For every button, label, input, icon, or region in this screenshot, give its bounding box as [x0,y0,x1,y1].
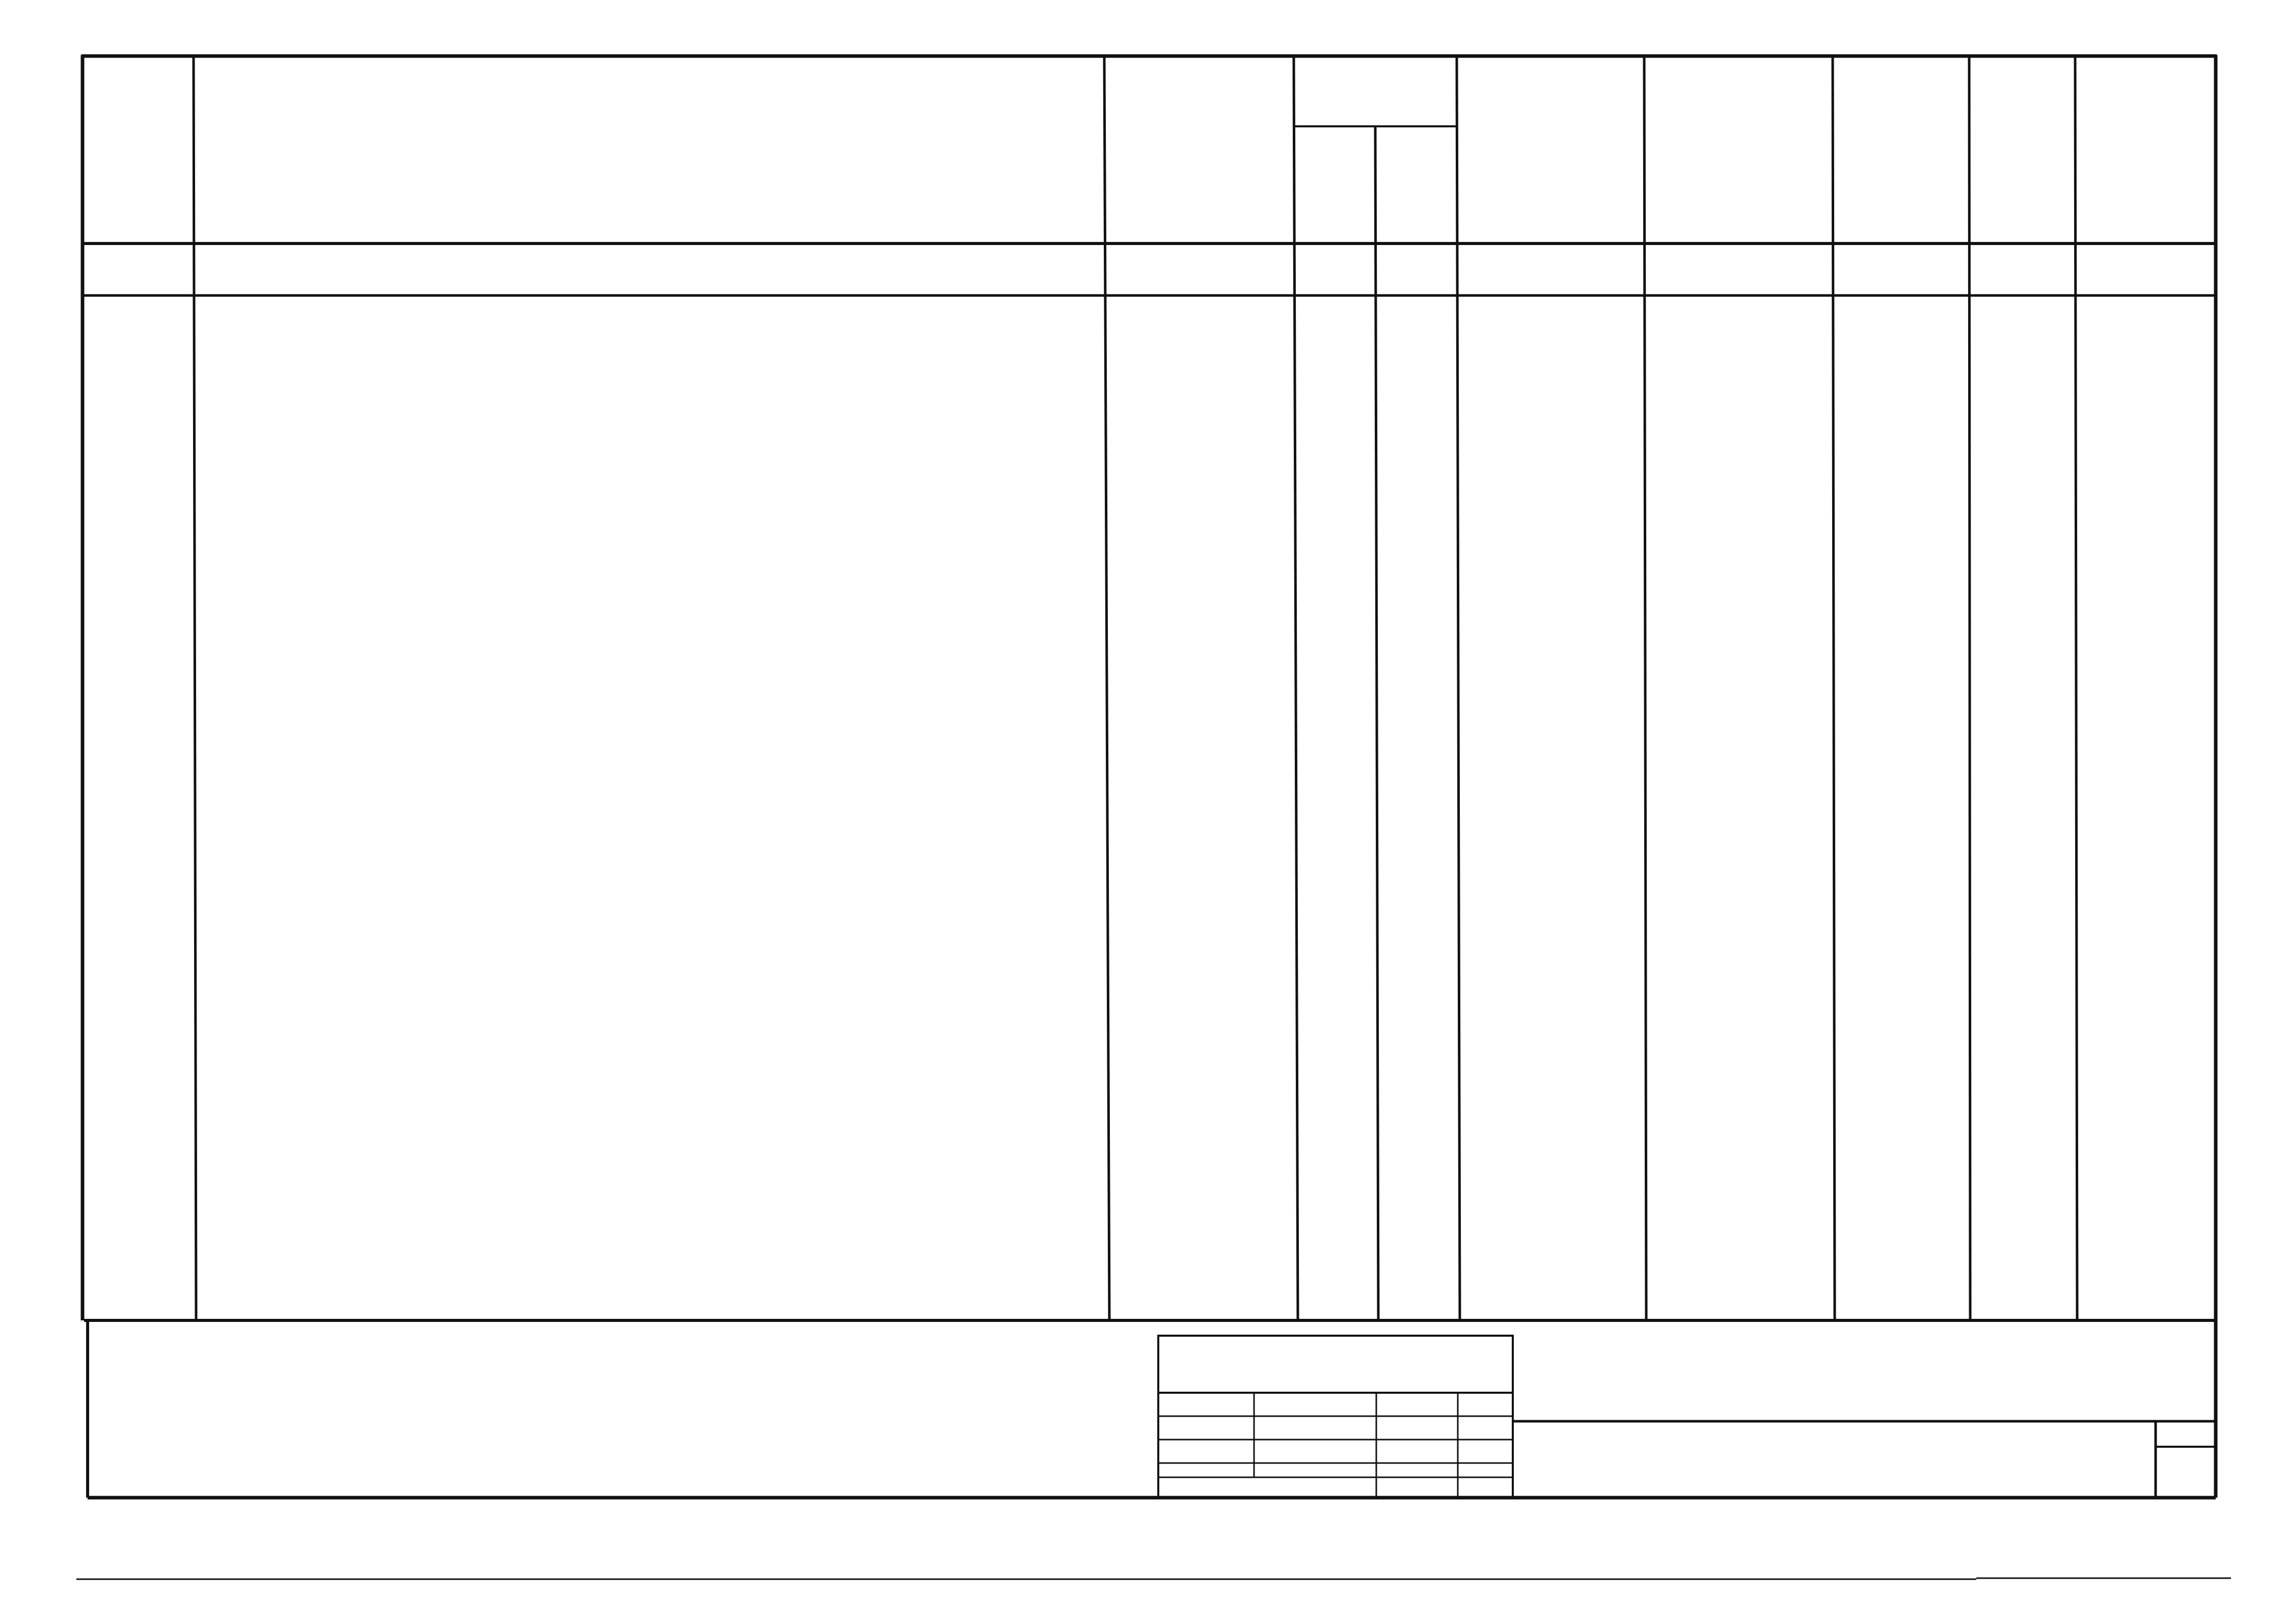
title-block [1158,1336,2216,1498]
column-lines [194,56,2077,1320]
table-frame [81,55,2217,1498]
footer [76,1578,2231,1579]
